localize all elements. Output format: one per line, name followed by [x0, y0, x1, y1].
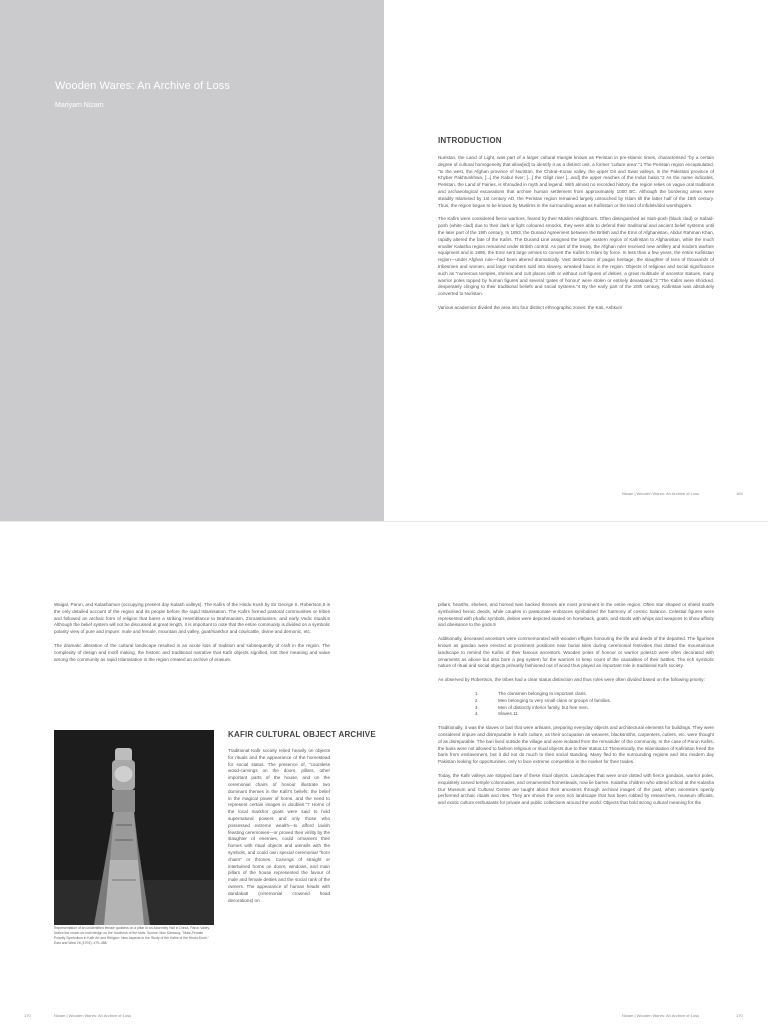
right-column-body: [438, 602, 714, 814]
list-item: 4. Slaves.11: [480, 711, 714, 718]
paragraph: Waigal, Parun, and Kalashamun (occupying present day Kalash valleys). The Kafirs of the Hindu Kush by Sir George S. Robertson,5 is the only detailed account of the region and its people before the rapid Islamisation. The Kafirs formed pastoral communities or tribes and followed an archaic form of religion that bares a striking resemblance to Brahmanism, Zoroastrianism, and early Vedic rituals.6 Although the belief system will not be discussed at great length, it is important to note that the entire community is divided on a symbolic polarity view of pure and impure: male and female, mountain and valley, goat/markhor and cow/cattle, divine and demonic, etc.: [54, 602, 330, 635]
wooden-goddess-pillar-photo: [54, 730, 214, 925]
page-number: 170: [736, 1013, 743, 1018]
paragraph: Traditional Kafir society relied heavily on objects for rituals and the appearance of the homestead for social status. The presence of, "countless wood-carvings on the doors, pillars, other important parts of the house, and on the ceremonial chairs of honour illustrate two dominant themes in the Kafir's beliefs: the belief in the magical power of horns, and the need to represent certain images in doubles."7 Horns of the local markhor goats were said to hold supernatural powers and only those who possessed extreme wealth—to afford lavish feasting ceremonies—or proved their virility by the slaughter of enemies, could ornament their homes with ritual objects and utensils with the symbols, and could own special ceremonial "horn chairs" or thrones. Carvings of straight or intertwined horns on doors, windows, and main pillars of the house represented the favour of male and female deities and the social rank of the owners. The appearance of human heads with dandaka8 (ceremonial crowned head decorations) on: [228, 748, 330, 903]
paragraph: Traditionally, it was the slaves or bari that were artisans, preparing everyday objects and architectural elements for buildings. They were considered impure and disreputable in Kafir culture, as their occupation as weavers, blacksmiths, carpenters, cutlers, etc. were thought of as disreputable. The bari lived outside the village and were isolated from the remainder of the community. In the case of Parun Kafirs, the baris were not allowed to fashion religious or ritual objects due to their status.12 Theoretically, the Islamisation of Kafiristan freed the baris from enslavement, but it did not do much to their social standing. Many fled to the surrounding regions and into modern day Pakistan looking for opportunities, only to face extreme competition in the market for their trades.: [438, 725, 714, 765]
paragraph: Nuristan, the Land of Light, was part of a larger cultural triangle known as Peristan in pre-Islamic times, characterised "by a certain degree of cultural homogeneity that allow[ed] to identify it as a distinct unit, a former 'culture area'."1 The Peristan region encapsulated, "to the west, the Afghan province of Nuristan, the Chitral–Kunar valley, the upper Dir and Swat valleys, in the Pakistani province of Khyber Pakhtunkhwa, [...] the Kabul river; [...] the Gilgit river [...and] the upper reaches of the Indus basin."2 As the name indicates, Peristan, the Land of Fairies, is shrouded in myth and legend. With almost no recorded history, the region relies on vague oral traditions and archaeological excavations that archive human settlement from approximately 1000 BC. Although the bordering areas were steadily Islamised by 1st century AD, the Peristan region remained largely untouched by Islam till the latter half of the 16th century. Thus, the region began to be known by Muslims in the surrounding areas as Kafiristan or the land of infidels/idol worshippers.: [438, 155, 714, 208]
page-number: 170: [24, 1013, 31, 1018]
list-item: 3. Men of distinctly inferior family, but free men.: [480, 705, 714, 712]
running-footer: Nizam | Wooden Wares: An Archive of Loss: [622, 491, 700, 496]
title-panel: [0, 0, 384, 521]
photo-caption: Representation of an unidentified female goddess on a pillar in an Assembly Hall in Dreza, Parun Valley. Notice the crown-on-mail design on the hoodress of the idols. Source: Max Klimburg, "Male-Female Polarity Symbolism in Kafir Art and Religion: New Aspects in the Study of the Kafirs of the Hindu-Kush," East and West 26 (1976): 479–488.: [54, 926, 210, 945]
archive-body: [228, 748, 330, 911]
paragraph: The dramatic alteration of the cultural landscape resulted in an acute loss of tradition and subsequently of craft in the region. The complexity of design and motif making, the historic and traditional narrative that Kafir objects signified, lost their meaning and value among the community as rapid Islamisation in the region created an archive of erasure.: [54, 642, 330, 662]
article-title: Wooden Wares: An Archive of Loss: [55, 80, 231, 92]
status-priority-list: [438, 691, 714, 718]
paragraph: pillars, hearths, shelves, and horned twin backed thrones are most prominent in the entire region. Often star shaped or shield motifs symbolised heroic deeds, while couples in passionate embraces symbolised the harmony of cosmic balance. Celestial figures were represented with phallic symbols, deities were depicted seated on horseback, goats, and stools with whips and weapons to show affinity and obeisance to the gods.9: [438, 602, 714, 628]
paragraph: Additionally, deceased ancestors were commemorated with wooden effigies honouring the life and deeds of the departed. The figurines known as gandao were erected at prominent positions near burial sites during ceremonial festivities that dotted the mountainous landscape to remind the Kafirs of their famous ancestors. Wooden poles of honour or warrior poles10 were often decorated with ornaments as above but also bore a peg system for the warriors to keep count of the causalities of their battles. The rich symbolic nature of ritual and social objects primarily fashioned out of wood thus played an important role in traditional Kafir society.: [438, 636, 714, 669]
article-author: Mariyam Nizam: [55, 102, 104, 109]
list-item: 1. The clansmen belonging to important clans.: [480, 691, 714, 698]
paragraph: As observed by Robertson, the tribes had a clear status distinction and thus roles were often divided based on the following priority:: [438, 677, 705, 683]
paragraph: The Kafirs were considered fierce warriors, feared by their Muslim neighbours. Often distinguished as Siah-posh (black clad) or Safaid-posh (white clad) due to their dark or light coloured smocks, they were able to defend their traditional and ancient belief systems until the later part of the 19th century. In 1893, the Durand Agreement between the British and the Emir of Afghanistan, Abdur Rahman Khan, rapidly altered the fate of the Kafirs. The Durand Line assigned the larger eastern region of Kafiristan to Afghanistan, while the much smaller Kalasha region remained under British control. As part of the treaty, the Afghan ruler received new artillery and modern warfare equipment and in 1895, the Emir sent large armies to convert the Kafirs to Islam by force. In less than a few years, the entire Kafiristan region—under Afghan rule—had been altered dramatically. Vast destruction of pagan heritage, the slaughter of tens of thousands of tribesmen and women, and large numbers sold into slavery, wreaked havoc in the region. Objects of religious and social significance such as "numerous temples, shrines and cult places with or without cult figures of deities, a great multitude of ancestor statues, many warrior poles topped by human figures and several 'gates of honour' were stolen or entirely devastated."3 "The Kafirs were shocked, desperately clinging to their traditional beliefs and social systems."4 By the early part of the 20th century, Kafiristan was absolutely converted to Nuristan.: [438, 216, 714, 297]
paragraph: Various academics divided the area into four distinct ethnographic zones: the Kati, Ashkun/: [438, 304, 623, 310]
page-number: 169: [736, 491, 743, 496]
archive-heading: KAFIR CULTURAL OBJECT ARCHIVE: [228, 730, 376, 739]
left-column-body: [54, 602, 330, 670]
list-item: 2. Men belonging to very small clans or groups of families.: [480, 698, 714, 705]
introduction-body: [438, 155, 714, 319]
running-footer: Nizam | Wooden Wares: An Archive of Loss: [54, 1013, 132, 1018]
paragraph: Today, the Kafir valleys are stripped bare of these ritual objects. Landscapes that were once dotted with fierce gandaos, warrior poles, exquisitely carved temple colonnades, and ornamented homesteads, now lie barren. Kalasha children who attend school at the Kalasha Dur Museum and Cultural Centre are taught about their ancestors through archival images of the past, when ancestors openly performed archaic rituals and rites. They are shown the once rich landscape that has been robbed by researchers, museum officials, and exotic culture enthusiasts for private and public collections around the world. Objects that hold strong cultural meaning for the: [438, 772, 714, 806]
running-footer: Nizam | Wooden Wares: An Archive of Loss: [622, 1013, 700, 1018]
introduction-heading: INTRODUCTION: [438, 136, 502, 145]
page-divider: [0, 521, 768, 522]
